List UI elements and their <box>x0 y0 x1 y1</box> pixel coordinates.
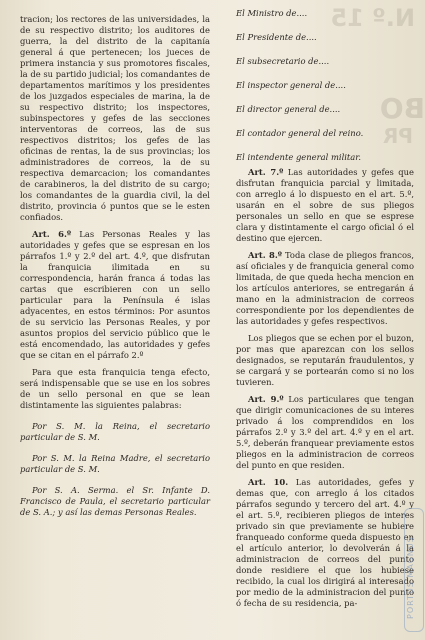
seal-formula-reina-madre: Por S. M. la Reina Madre, el secretario particular de S. M. <box>20 453 210 474</box>
seal-formula-infante: Por S. A. Serma. el Sr. Infante D. Francisco de Paula, el secretario particular de S. A.; y así las demas Personas Reales. <box>20 485 210 517</box>
article-7-text: Las autoridades y gefes que disfrutan franquicia parcial y limitada, con arreglo á lo dispuesto en el art. 5.º, usarán en el sobre de sus pliegos personales un sello en que se esprese clara y distintamente el cargo oficial ó el destino que ejercen. <box>236 167 414 243</box>
seal-formula-intendente: El intendente general militar. <box>236 152 362 162</box>
library-stamp-text: PORTUS MAGNUS <box>406 536 415 619</box>
seal-formula-reina: Por S. M. la Reina, el secretario particular de S. M. <box>20 421 210 442</box>
left-column <box>20 14 210 518</box>
seal-formula-inspector: El inspector general de.... <box>236 80 346 90</box>
article-9-text: Los particulares que tengan que dirigir comunicaciones de su interes privado á los comprendidos en los párrafos 2.º y 3.º del art. 4.º y en el art. 5.º, deberán franquear previamente estos pliegos en la administracion de correos del punto en que residen. <box>236 394 415 470</box>
article-6 <box>20 229 210 361</box>
article-9 <box>236 394 414 471</box>
right-column <box>236 8 414 609</box>
article-10 <box>236 477 414 609</box>
article-7-number: Art. 7.º <box>248 167 284 177</box>
article-6-number: Art. 6.º <box>32 229 72 239</box>
paragraph-buzon: Los pliegos que se echen por el buzon, por mas que aparezcan con los sellos designados, se reputarán fraudulentos, y se cargará y se portearán como si no los tuvieren. <box>236 333 414 387</box>
article-7 <box>236 167 414 244</box>
seal-formula-presidente: El Presidente de.... <box>236 32 317 42</box>
seal-formula-director: El director general de.... <box>236 104 341 114</box>
paragraph-distrito: tracion; los rectores de las universidades, la de su respectivo distrito; los auditores de guerra, la del distrito de la capitanía general á que pertenecen; los jueces de primera instancia y sus promotores fiscales, la de su partido judicial; los comandantes de departamentos marítimos y los presidentes de los juzgados especiales de marina, la de su respectivo distrito; los inspectores, subinspectores y gefes de las secciones interventoras de correos, las de sus respectivos distritos; los gefes de las oficinas de rentas, la de sus provincias; los administradores de correos, la de su respectiva demarcacion; los comandantes de carabineros, la del distrito de su cargo; los comandantes de la guardia civil, la del distrito, provincia ó puntos que se le esten confiados. <box>20 14 210 222</box>
article-8-number: Art. 8.º <box>248 250 282 260</box>
bleed-through-text: N.º 15 BO PR <box>330 4 425 148</box>
article-9-number: Art. 9.º <box>248 394 284 404</box>
article-10-text: Las autoridades, gefes y demas que, con arreglo á los citados párrafos segundo y tercero del art. 4.º y el art. 5.º, recibieren pliegos de interes privado sin que previamente se hubiere franqueado conforme queda dispuesto en el artículo anterior, lo devolverán á la administracion de correos del punto donde residiere el que los hubiese recibido, la cual los dirigirá al interesado por medio de la administracion del punto ó fecha de su residencia, pa- <box>236 477 414 608</box>
seal-formula-ministro: El Ministro de.... <box>236 8 308 18</box>
article-8 <box>236 250 414 327</box>
seal-formula-subsecretario: El subsecretario de.... <box>236 56 330 66</box>
article-6-text: Las Personas Reales y las autoridades y gefes que se espresan en los párrafos 1.º y 2.º del art. 4.º, que disfrutan la franquicia ilimitada en su correspondencia, harán franca á todas las cartas que escribieren con un sello particular para la Península é islas adyacentes, en estos términos: Por asuntos de su servicio las Personas Reales, y por asuntos propios del servicio público que le está encomendado, las autoridades y gefes que se citan en el párrafo 2.º <box>20 229 210 360</box>
seal-formula-contador: El contador general del reino. <box>236 128 364 138</box>
article-10-number: Art. 10. <box>248 477 289 487</box>
paragraph-franquicia: Para que esta franquicia tenga efecto, será indispensable que se use en los sobres de un sello personal en que se lean distintamente las siguientes palabras: <box>20 367 210 410</box>
library-stamp <box>404 508 424 632</box>
article-8-text: Toda clase de pliegos francos, así oficiales y de franquicia general como limitada, de que queda hecha mencion en los artículos anteriores, se entregarán á mano en la administracion de correos correspondiente por los dependientes de las autoridades y gefes respectivos. <box>236 250 414 326</box>
